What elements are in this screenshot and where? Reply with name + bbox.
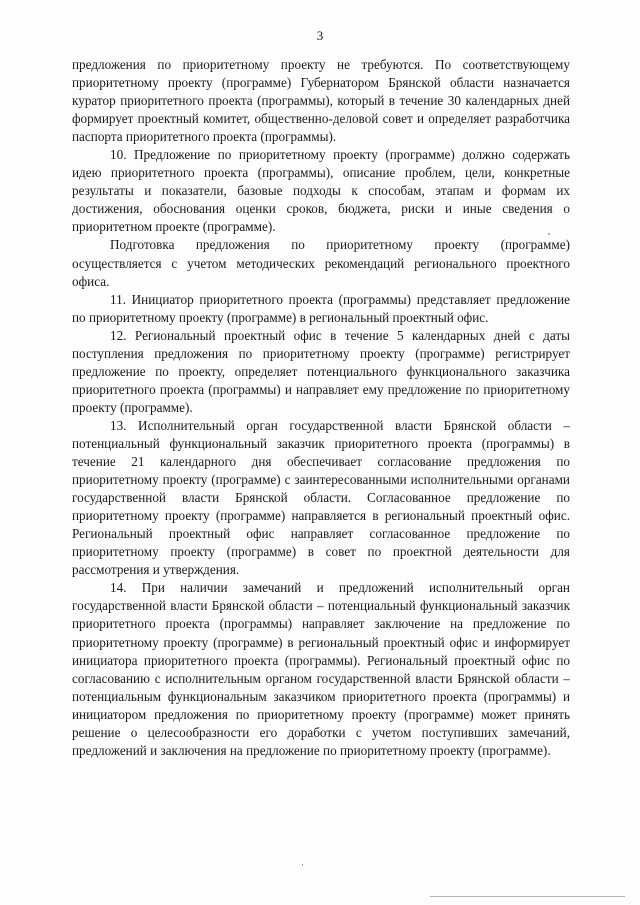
paragraph-item-13: 13. Исполнительный орган государственной власти Брянской области – потенциальный функциональный заказчик приоритетного проекта (программы) в течение 21 календарного дня обеспечивает согласование предложения по приоритетному проекту (программе) с заинтересованными исполнительными органами государственной власти Брянской области. Согласованное предложение по приоритетному проекту (программе) направляется в региональный проектный офис. Региональный проектный офис направляет согласованное предложение по приоритетному проекту (программе) в совет по проектной деятельности для рассмотрения и утверждения. <box>72 417 570 578</box>
scan-edge-line <box>430 896 625 897</box>
paragraph-item-12: 12. Региональный проектный офис в течение 5 календарных дней с даты поступления предложения по приоритетному проекту (программе) регистрирует предложение по проекту, определяет потенциального функционального заказчика приоритетного проекта (программы) и направляет ему предложение по приоритетному проекту (программе). <box>72 327 570 415</box>
scan-speck <box>548 233 550 235</box>
scan-speck <box>302 864 303 866</box>
paragraph-continuation: предложения по приоритетному проекту не требуются. По соответствующему приоритетному проекту (программе) Губернатором Брянской области назначается куратор приоритетного проекта (программы), который в течение 30 календарных дней формирует проектный комитет, общественно-деловой совет и определяет разработчика паспорта приоритетного проекта (программы). <box>72 57 570 145</box>
document-body <box>72 56 570 760</box>
paragraph-item-11: 11. Инициатор приоритетного проекта (программы) представляет предложение по приоритетному проекту (программе) в региональный проектный офис. <box>72 291 570 325</box>
paragraph-preparation: Подготовка предложения по приоритетному проекту (программе) осуществляется с учетом методических рекомендаций регионального проектного офиса. <box>72 237 570 289</box>
page-number: 3 <box>316 28 324 43</box>
paragraph-item-10: 10. Предложение по приоритетному проекту (программе) должно содержать идею приоритетного проекта (программы), описание проблем, цели, конкретные результаты и показатели, базовые подходы к способам, этапам и формам их достижения, обоснования оценки сроков, бюджета, риски и иные сведения о приоритетном проекте (программе). <box>72 147 570 235</box>
paragraph-item-14: 14. При наличии замечаний и предложений исполнительный орган государственной власти Брянской области – потенциальный функциональный заказчик приоритетного проекта (программы) направляет заключение на предложение по приоритетному проекту (программе) в региональный проектный офис и информирует инициатора приоритетного проекта (программы). Региональный проектный офис по согласованию с исполнительным органом государственной власти Брянской области – потенциальным функциональным заказчиком приоритетного проекта (программы) и инициатором предложения по приоритетному проекту (программе) может принять решение о целесообразности его доработки с учетом поступивших замечаний, предложений и заключения на предложение по приоритетному проекту (программе). <box>72 580 570 758</box>
